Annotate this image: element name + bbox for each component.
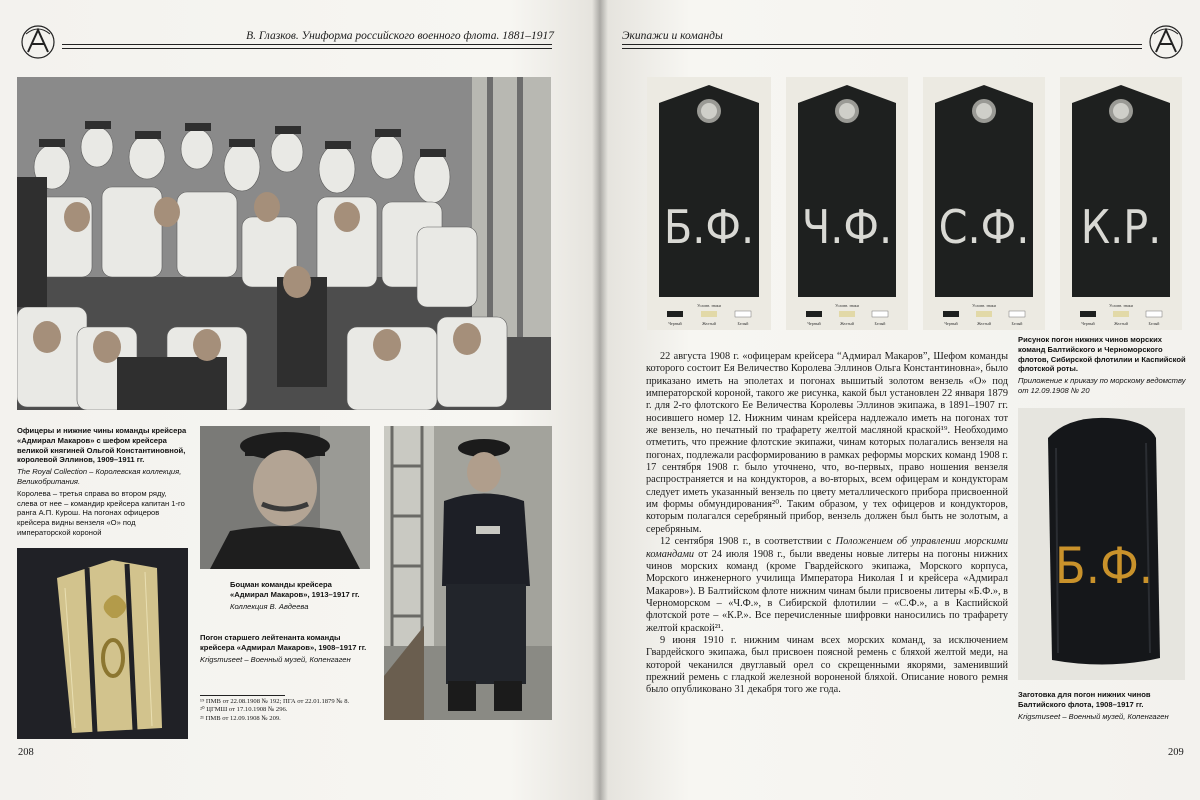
board-letters-sf: С.Ф. (938, 200, 1030, 254)
swatch-label-white: Белый (1011, 321, 1023, 326)
footnote-19: ¹⁹ ПМВ от 22.08.1908 № 192; ПГА от 22.01.1879 № 8. (200, 698, 350, 705)
header-rule-thin-right (622, 48, 1142, 49)
boatswain-portrait (200, 426, 370, 569)
board-scale-label: Условн. знаки (697, 303, 721, 308)
swatch-label-yellow: Желтый (1114, 321, 1128, 326)
board-letters-kr: К.Р. (1080, 200, 1162, 254)
emblem-icon (18, 22, 58, 62)
shoulder-board-chf-drawing (786, 77, 908, 330)
group-caption-source: The Royal Collection – Королевская коллекция, Великобритания. (17, 467, 182, 486)
boatswain-caption (230, 580, 370, 613)
group-photo-figures (17, 77, 551, 410)
shoulder-board-sf (923, 77, 1045, 330)
shoulder-board-bf (647, 77, 771, 330)
swatch-label-white: Белый (1148, 321, 1160, 326)
blank-board-image (1018, 408, 1185, 680)
board-scale-label: Условн. знаки (1109, 303, 1133, 308)
boatswain-caption-source: Коллекция В. Авдеева (230, 601, 309, 611)
swatch-label-black: Черный (668, 321, 682, 326)
group-photo-caption (17, 426, 187, 540)
drawing-caption-title: Рисунок погон нижних чинов морских команд Балтийского и Черноморского флотов, Сибирской флотилии и Каспийской флотской роты. (1018, 335, 1186, 374)
shoulder-board-sf-drawing (923, 77, 1045, 330)
epaulette-caption-source: Krigsmuseet – Военный музей, Копенгаген (200, 654, 351, 664)
body-paragraph-1: 22 августа 1908 г. «офицерам крейсера “Адмирал Макаров”, Шефом команды которого состоит Ея Величество Королева Эллинов Ольга Константиновна», было приказано иметь на эполетах и погонах вышитый золотом вензель «О» под императорской короной, такого же рисунка, какой был установлен 22 января 1879 г. для 2-го флотского Ее Величества Королевы Эллинов экипажа, в 1891–1907 гг. носившего номер 12. Нижним чинам крейсера надлежало иметь на погонах тот же вензель, но печатный по трафарету желтой масляной краской¹⁹. Необходимо отметить, что прежние флотские экипажи, чинам которых полагались вензеля на погонах, подлежали расформированию в рамках реформы морских команд 1908 г. 17 сентября 1908 г. было уточнено, что, во-первых, право ношения вензеля распространяется и на кондукторов, а во-вторых, всем офицерам и кондукторам следует иметь указанный вензель по цвету металлического прибора присвоенной им формы обмундирования²⁰. Таким образом, у тех офицеров и кондукторов, которым полагался серебряный прибор, вензель должен был быть не золотым, а серебряным. (646, 351, 1008, 535)
swatch-label-yellow: Желтый (840, 321, 854, 326)
drawing-caption-source: Приложение к приказу по морскому ведомству от 12.09.1908 № 20 (1018, 376, 1186, 395)
page-number-left: 208 (18, 747, 34, 758)
shoulder-board-kr-drawing (1060, 77, 1182, 330)
drawing-caption (1018, 335, 1188, 398)
body-p2-end: от 24 июля 1908 г., были введены новые литеры на погоны нижних чинов морских команд (кроме Гвардейского экипажа, Морского корпуса, Морского инженерного училища Императора Николая I и крейсера «Адмирал Макаров»). В Балтийском флоте нижним чинам были присвоены литеры «Б.Ф.», в Черноморском – «Ч.Ф.», в Сибирской флотилии – «С.Ф.», а в Каспийской флотской роте – «К.Р.». Все перечисленные шифровки наносились по трафарету желтой краской²¹. (646, 548, 1008, 634)
epaulette-photo-image (17, 548, 188, 739)
sailor-photo (384, 426, 552, 720)
group-caption-note: Королева – третья справа во втором ряду, слева от нее – командир крейсера капитан 1-го ранга А.П. Курош. На погонах офицеров крейсера видны вензеля «О» под императорской короной (17, 488, 185, 537)
shoulder-board-chf (786, 77, 908, 330)
body-p2-italic: Положением об управлении морскими командами (646, 536, 1008, 560)
swatch-label-yellow: Желтый (702, 321, 716, 326)
header-rule-right (622, 44, 1142, 45)
body-p2-start: 12 сентября 1908 г., в соответствии с (660, 536, 836, 548)
blank-caption-title: Заготовка для погон нижних чинов Балтийского флота, 1908–1917 гг. (1018, 690, 1151, 709)
body-paragraph-2 (646, 536, 1008, 635)
blank-board-caption (1018, 690, 1190, 723)
footnotes (200, 698, 375, 723)
swatch-label-black: Черный (807, 321, 821, 326)
epaulette-photo (17, 548, 188, 739)
epaulette-caption-title: Погон старшего лейтенанта команды крейсера «Адмирал Макаров», 1908–1917 гг. (200, 633, 367, 652)
swatch-label-black: Черный (944, 321, 958, 326)
footnote-rule (200, 695, 285, 696)
group-photo (17, 77, 551, 410)
board-letters-bf: Б.Ф. (663, 200, 755, 254)
shoulder-board-kr (1060, 77, 1182, 330)
body-text (646, 351, 1008, 697)
emblem-icon-right (1146, 22, 1186, 62)
right-page (600, 0, 1200, 800)
board-scale-label: Условн. знаки (972, 303, 996, 308)
group-caption-title: Офицеры и нижние чины команды крейсера «Адмирал Макаров» с шефом крейсера великой княгиней Ольгой Константиновной, королевой Эллинов, 1909–1911 гг. (17, 426, 187, 465)
blank-caption-source: Krigsmuseet – Военный музей, Копенгаген (1018, 711, 1169, 721)
boatswain-caption-title: Боцман команды крейсера «Адмирал Макаров», 1913–1917 гг. (230, 580, 360, 599)
page-number-right: 209 (1168, 747, 1184, 758)
running-header: В. Глазков. Униформа российского военного флота. 1881–1917 (246, 30, 554, 42)
footnote-21: ²¹ ПМВ от 12.09.1908 № 209. (200, 714, 281, 722)
swatch-label-white: Белый (874, 321, 886, 326)
board-scale-label: Условн. знаки (835, 303, 859, 308)
swatch-label-yellow: Желтый (977, 321, 991, 326)
header-rule (62, 44, 552, 45)
board-letters-chf: Ч.Ф. (801, 200, 893, 254)
boatswain-portrait-image (200, 426, 370, 569)
sailor-photo-image (384, 426, 552, 720)
running-header-right: Экипажи и команды (622, 30, 723, 42)
swatch-label-black: Черный (1081, 321, 1095, 326)
footnote-20: ²⁰ ЦГМШ от 17.10.1908 № 296. (200, 706, 288, 714)
blank-board-letters: Б.Ф. (1054, 537, 1154, 595)
epaulette-caption (200, 633, 375, 666)
body-paragraph-3: 9 июня 1910 г. нижним чинам всех морских команд, за исключением Гвардейского экипажа, был присвоен поясной ремень с бляхой желтой меди, на которой чеканился двуглавый орел со скрещенными якорями, заменивший прежний ремень с гладкой железной вороненой бляхой. Описание нового ремня было опубликовано 31 декабря того же года. (646, 634, 1008, 696)
blank-board-photo (1018, 408, 1185, 680)
shoulder-board-bf-drawing (647, 77, 771, 330)
swatch-label-white: Белый (737, 321, 749, 326)
header-rule-thin (62, 48, 552, 49)
